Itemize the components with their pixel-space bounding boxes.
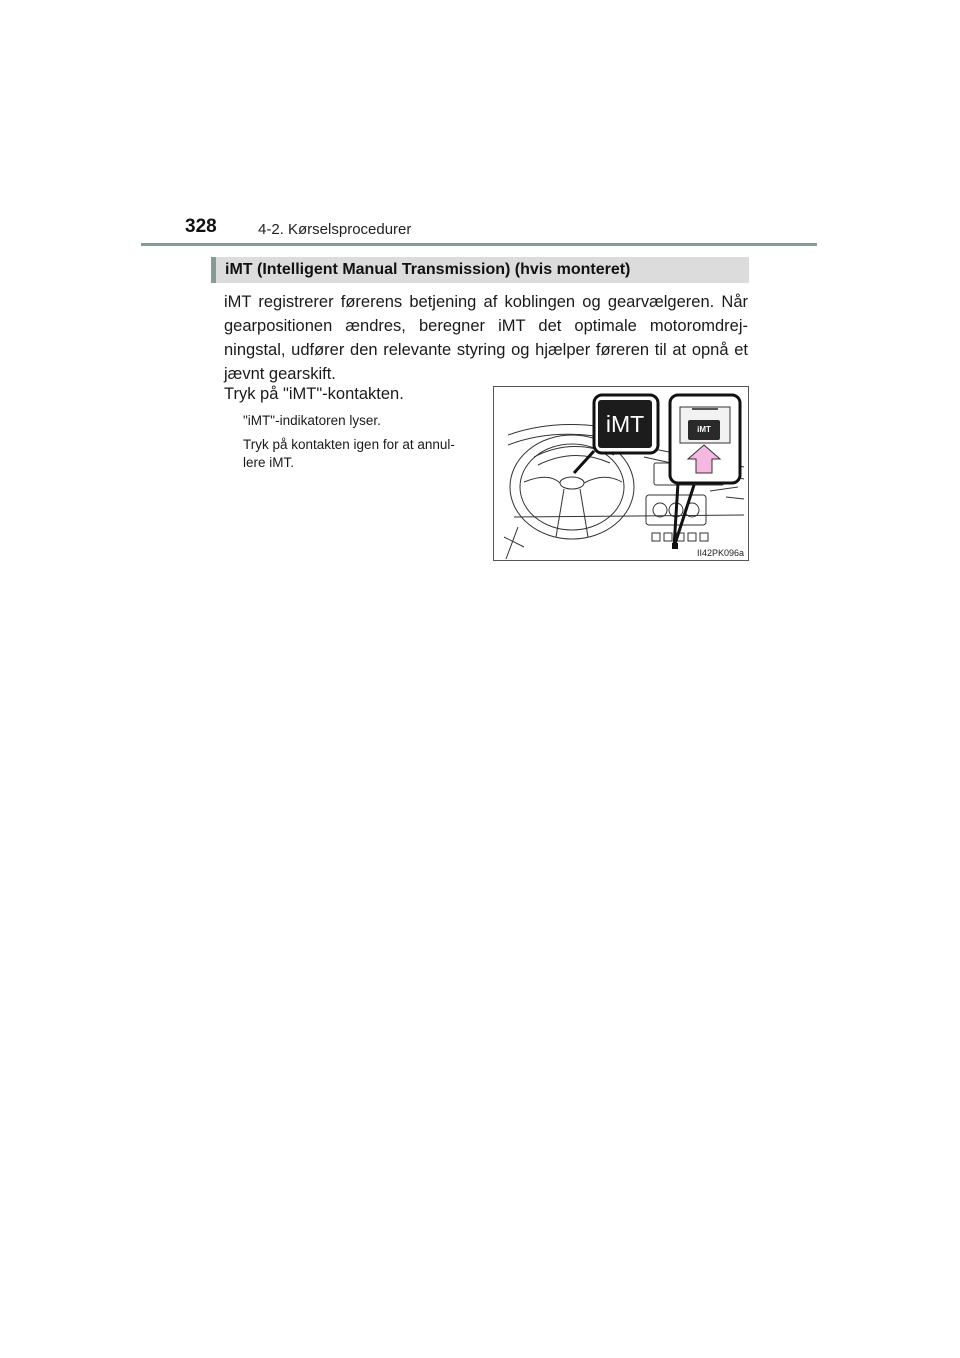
note-indicator-lights: "iMT"-indikatoren lyser. [243,413,381,428]
imt-indicator: iMT [598,400,652,448]
note-cancel-imt: Tryk på kontakten igen for at annul-lere iMT. [243,437,455,470]
page-number: 328 [185,216,217,237]
body-paragraph: iMT registrerer førerens betjening af koblingen og gearvælgeren. Når gearpositionen ændres, beregner iMT det optimale motoromdrej-ningstal, udfører den relevante styring og hjælper føreren til at opnå et jævnt gearskift. [224,293,748,383]
header-divider [141,243,817,246]
section-heading-accent [211,257,216,283]
instruction-text: Tryk på "iMT"-kontakten. [224,385,404,403]
imt-switch: iMT [688,420,720,440]
section-heading: iMT (Intelligent Manual Transmission) (hvis monteret) [225,261,631,278]
figure-code: II42PK096a [696,548,744,558]
section-label: 4-2. Kørselsprocedurer [258,221,412,238]
